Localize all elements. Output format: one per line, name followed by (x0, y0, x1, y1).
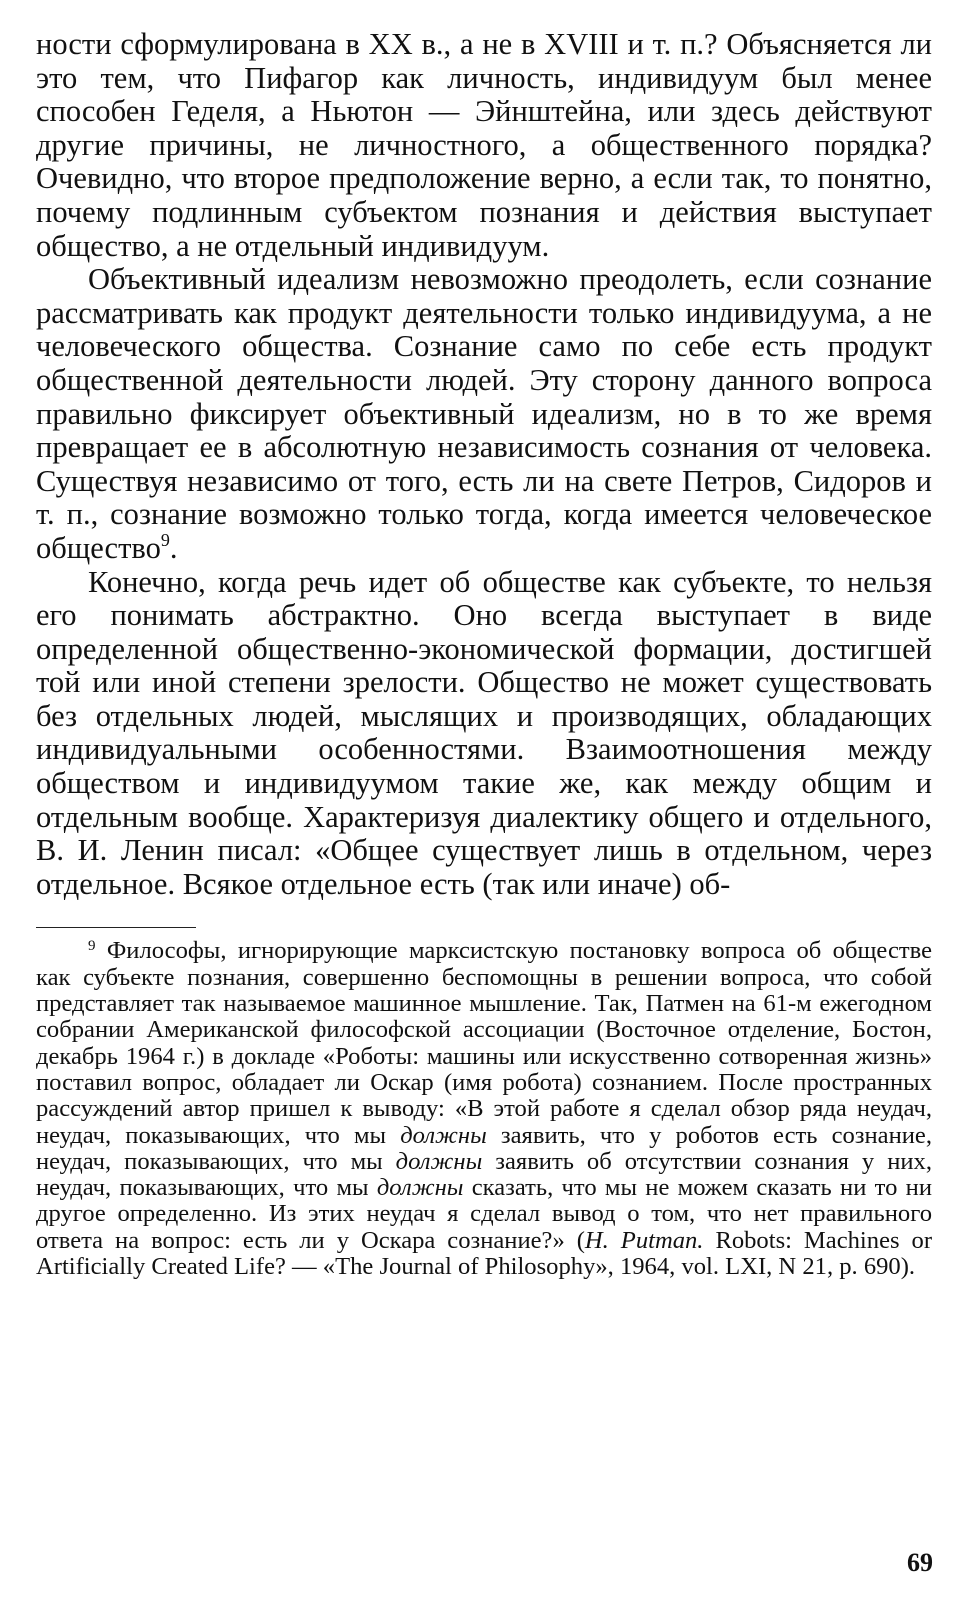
paragraph-3 (36, 566, 932, 902)
paragraph-1 (36, 28, 932, 263)
paragraph-2: Объективный идеализм невозможно преодолеть, если сознание рассматривать как продукт деятельности только индивидуума, а не человеческого общества. Сознание само по себе есть продукт общественной деятельности людей. Эту сторону данного вопроса правильно фиксирует объективный идеализм, но в то же время превращает ее в абсолютную независимость сознания от человека. Существуя независимо от того, есть ли на свете Петров, Сидоров и т. п., сознание возможно только тогда, когда имеется человеческое общество$^9$. (36, 262, 932, 565)
page-number: 69 (907, 1548, 933, 1577)
footnote-author: H. Putman. (584, 1226, 704, 1254)
footnote-text-4: сказать, что мы не можем сказать ни то ни другое определенно. Из этих неудач я сделал вывод о том, что нет правильного ответа на вопрос: есть ли у Оскара сознание?» ( (36, 1174, 932, 1254)
paragraph-2-text: Объективный идеализм невозможно преодолеть, если сознание рассматривать как продукт деятельности только индивидуума, а не человеческого общества. Сознание само по себе есть продукт общественной деятельности людей. Эту сторону данного вопроса правильно фиксирует объективный идеализм, но в то же время превращает ее в абсолютную независимость сознания от человека. Существуя независимо от того, есть ли на свете Петров, Сидоров и т. п., сознание возможно только тогда, когда имеется человеческое общество (36, 262, 932, 565)
footnote-number: 9 (88, 938, 96, 955)
footnote-text-1: Философы, игнорирующие марксистскую постановку вопроса об обществе как субъекте познания, совершенно беспомощны в решении вопроса, что собой представляет так называемое машинное мышление. Так, Патмен на 61-м ежегодном собрании Американской философской ассоциации (Восточное отделение, Бостон, декабрь 1964 г.) в докладе «Роботы: машины или искусственно сотворенная жизнь» поставил вопрос, обладает ли Оскар (имя робота) сознанием. После пространных рассуждений автор пришел к выводу: «В этой работе я сделал обзор ряда неудач, неудач, показывающих, что мы (36, 937, 932, 1149)
main-text (36, 28, 932, 901)
footnote-text-3: заявить об отсутствии сознания у них, неудач, показывающих, что мы (36, 1147, 932, 1202)
footnote-divider (36, 927, 196, 928)
footnote-emphasis-3: должны (376, 1174, 464, 1202)
paragraph-1-text: ности сформулирована в XX в., а не в XVIII и т. п.? Объясняется ли это тем, что Пифагор как личность, индивидуум был менее способен Геделя, а Ньютон — Эйнштейна, или здесь действуют другие причины, не личностного, а общественного порядка? Очевидно, что второе предположение верно, а если так, то понятно, почему подлинным субъектом познания и действия выступает общество, а не отдельный индивидуум. (36, 27, 932, 263)
book-page (36, 28, 932, 1280)
footnote-emphasis-2: должны (395, 1147, 483, 1175)
footnote-text-2: заявить, что у роботов есть сознание, неудач, показывающих, что мы (36, 1121, 932, 1175)
footnote-emphasis-1: должны (400, 1121, 487, 1149)
footnote (36, 938, 932, 1280)
paragraph-3-text: Конечно, когда речь идет об обществе как субъекте, то нельзя его понимать абстрактно. Оно всегда выступает в виде определенной общественно-экономической формации, достигшей той или иной степени зрелости. Общество не может существовать без отдельных людей, мыслящих и производящих, обладающих индивидуальными особенностями. Взаимоотношения между обществом и индивидуумом такие же, как между общим и отдельным вообще. Характеризуя диалектику общего и отдельного, В. И. Ленин писал: «Общее существует лишь в отдельном, через отдельное. Всякое отдельное есть (так или иначе) об- (36, 564, 932, 901)
footnote-reference: 9 (160, 529, 170, 550)
footnote-text-5: Robots: Machines or Artificially Created Life? — «The Journal of Philosophy», 1964, vol. LXI, N 21, p. 690). (36, 1226, 933, 1280)
